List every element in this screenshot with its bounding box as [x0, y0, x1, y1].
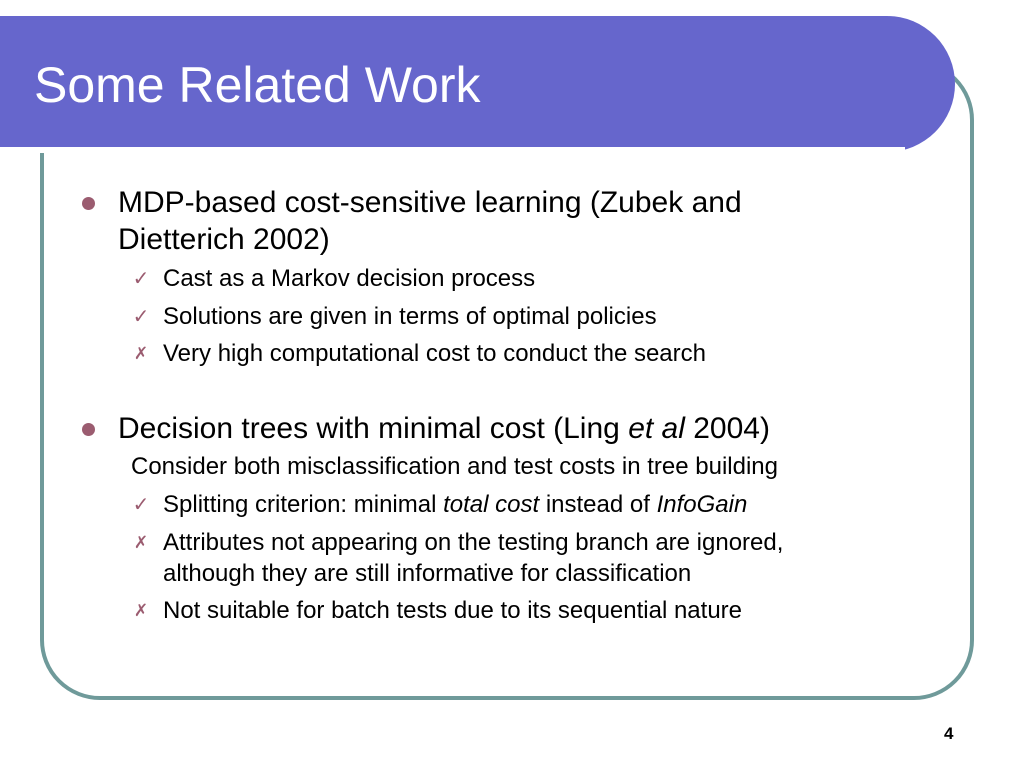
- section-1-item-3: Very high computational cost to conduct the search: [163, 340, 706, 367]
- title-banner: [0, 16, 955, 152]
- cross-icon: ✗: [133, 344, 149, 363]
- slide-title: Some Related Work: [34, 57, 481, 113]
- item-text: Splitting criterion: minimal: [163, 491, 437, 518]
- item-italic-text: InfoGain: [656, 491, 748, 518]
- section-1-heading-line2: Dietterich 2002): [118, 223, 330, 256]
- item-italic-text: total cost: [443, 491, 540, 518]
- checkmark-icon: ✓: [132, 494, 150, 516]
- section-2-item-2-line1: Attributes not appearing on the testing branch are ignored,: [163, 529, 784, 556]
- section-2-heading-italic: et al: [628, 412, 685, 445]
- section-1-item-1: Cast as a Markov decision process: [163, 265, 536, 292]
- item-text: instead of: [545, 491, 650, 518]
- title-underline: [0, 147, 905, 153]
- section-2-heading-prefix: Decision trees with minimal cost (Ling: [118, 412, 620, 445]
- bullet-icon: [82, 423, 95, 436]
- section-2-item-1: [163, 490, 747, 520]
- section-2-item-3: Not suitable for batch tests due to its sequential nature: [163, 597, 743, 624]
- section-1-heading-line1: MDP-based cost-sensitive learning (Zubek and: [118, 186, 742, 219]
- checkmark-icon: ✓: [132, 306, 150, 328]
- section-2-heading: [118, 410, 770, 448]
- checkmark-icon: ✓: [132, 268, 150, 290]
- section-2-item-2-line2: although they are still informative for classification: [163, 560, 692, 587]
- cross-icon: ✗: [133, 533, 149, 552]
- bullet-icon: [82, 197, 95, 210]
- page-number: 4: [944, 724, 954, 743]
- section-2-note: Consider both misclassification and test costs in tree building: [131, 453, 778, 480]
- section-1-item-2: Solutions are given in terms of optimal policies: [163, 303, 657, 330]
- section-2-heading-suffix: 2004): [693, 412, 770, 445]
- cross-icon: ✗: [133, 601, 149, 620]
